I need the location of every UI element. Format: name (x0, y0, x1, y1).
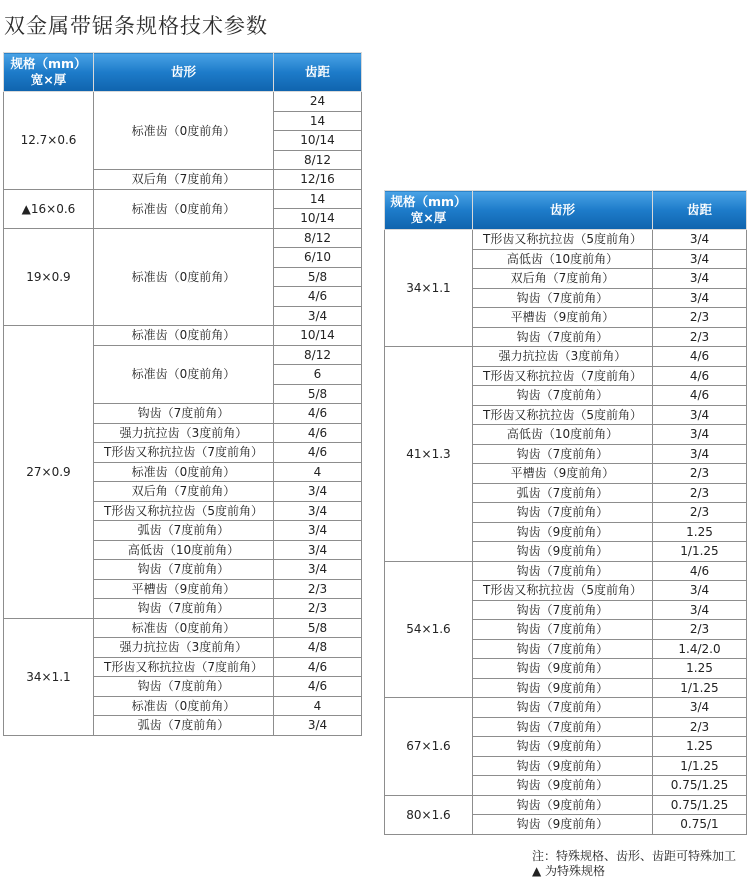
pitch-cell: 4/6 (274, 287, 362, 307)
tooth-form-cell: 标准齿（0度前角） (94, 189, 274, 228)
spec-cell: 19×0.9 (4, 228, 94, 326)
pitch-cell: 4/6 (653, 386, 747, 406)
table-row (4, 228, 362, 248)
pitch-cell: 8/12 (274, 150, 362, 170)
header-spec (4, 53, 94, 92)
tooth-form-cell: 钩齿（7度前角） (473, 639, 653, 659)
pitch-cell: 3/4 (653, 444, 747, 464)
table-row (385, 698, 747, 718)
tooth-form-cell: 钩齿（7度前角） (473, 561, 653, 581)
pitch-cell: 3/4 (653, 581, 747, 601)
tooth-form-cell: 钩齿（7度前角） (473, 698, 653, 718)
pitch-cell: 4/8 (274, 638, 362, 658)
tooth-form-cell: 钩齿（7度前角） (94, 599, 274, 619)
pitch-cell: 4/6 (274, 423, 362, 443)
tooth-form-cell: 标准齿（0度前角） (94, 228, 274, 326)
tooth-form-cell: 钩齿（7度前角） (473, 444, 653, 464)
footer-notes (532, 849, 736, 879)
pitch-cell: 6/10 (274, 248, 362, 268)
spec-cell: 12.7×0.6 (4, 92, 94, 190)
tooth-form-cell: 钩齿（7度前角） (473, 717, 653, 737)
tooth-form-cell: 钩齿（7度前角） (473, 327, 653, 347)
pitch-cell: 2/3 (274, 599, 362, 619)
pitch-cell: 1/1.25 (653, 542, 747, 562)
pitch-cell: 4/6 (274, 677, 362, 697)
pitch-cell: 10/14 (274, 209, 362, 229)
tooth-form-cell: 钩齿（9度前角） (473, 737, 653, 757)
tooth-form-cell: 钩齿（9度前角） (473, 522, 653, 542)
tooth-form-cell: T形齿又称抗拉齿（7度前角） (94, 443, 274, 463)
tooth-form-cell: 弧齿（7度前角） (94, 716, 274, 736)
pitch-cell: 1.25 (653, 737, 747, 757)
pitch-cell: 0.75/1.25 (653, 795, 747, 815)
pitch-cell: 2/3 (653, 327, 747, 347)
pitch-cell: 3/4 (274, 560, 362, 580)
pitch-cell: 4/6 (653, 366, 747, 386)
tooth-form-cell: 钩齿（7度前角） (94, 560, 274, 580)
tooth-form-cell: 强力抗拉齿（3度前角） (94, 423, 274, 443)
spec-cell: 67×1.6 (385, 698, 473, 796)
pitch-cell: 2/3 (653, 503, 747, 523)
pitch-cell: 10/14 (274, 131, 362, 151)
pitch-cell: 4 (274, 462, 362, 482)
tooth-form-cell: 钩齿（9度前角） (473, 678, 653, 698)
pitch-cell: 3/4 (274, 306, 362, 326)
tooth-form-cell: T形齿又称抗拉齿（5度前角） (473, 230, 653, 250)
table-row (385, 795, 747, 815)
pitch-cell: 10/14 (274, 326, 362, 346)
spec-table-left (3, 52, 362, 736)
tooth-form-cell: 高低齿（10度前角） (94, 540, 274, 560)
pitch-cell: 2/3 (653, 464, 747, 484)
pitch-cell: 3/4 (274, 521, 362, 541)
pitch-cell: 1.4/2.0 (653, 639, 747, 659)
pitch-cell: 2/3 (653, 308, 747, 328)
pitch-cell: 3/4 (274, 482, 362, 502)
tooth-form-cell: 标准齿（0度前角） (94, 345, 274, 404)
pitch-cell: 4/6 (653, 561, 747, 581)
pitch-cell: 3/4 (653, 230, 747, 250)
tooth-form-cell: T形齿又称抗拉齿（7度前角） (473, 366, 653, 386)
spec-cell: 27×0.9 (4, 326, 94, 619)
spec-cell: ▲16×0.6 (4, 189, 94, 228)
tooth-form-cell: 钩齿（7度前角） (473, 503, 653, 523)
tooth-form-cell: 钩齿（7度前角） (473, 288, 653, 308)
pitch-cell: 3/4 (274, 540, 362, 560)
tooth-form-cell: 平槽齿（9度前角） (473, 308, 653, 328)
tooth-form-cell: 标准齿（0度前角） (94, 462, 274, 482)
tooth-form-cell: 高低齿（10度前角） (473, 425, 653, 445)
pitch-cell: 0.75/1.25 (653, 776, 747, 796)
pitch-cell: 4 (274, 696, 362, 716)
table-row (385, 561, 747, 581)
note-line-2: ▲ 为特殊规格 (531, 864, 606, 878)
pitch-cell: 5/8 (274, 618, 362, 638)
pitch-cell: 12/16 (274, 170, 362, 190)
header-spec-line1: 规格（mm） (390, 194, 467, 209)
tooth-form-cell: 钩齿（7度前角） (94, 404, 274, 424)
tooth-form-cell: 钩齿（9度前角） (473, 795, 653, 815)
tooth-form-cell: 钩齿（9度前角） (473, 756, 653, 776)
tooth-form-cell: 标准齿（0度前角） (94, 92, 274, 170)
note-line-1: 注：特殊规格、齿形、齿距可特殊加工 (531, 849, 736, 863)
header-spec (385, 191, 473, 230)
pitch-cell: 2/3 (653, 483, 747, 503)
tooth-form-cell: 标准齿（0度前角） (94, 618, 274, 638)
tooth-form-cell: 钩齿（9度前角） (473, 542, 653, 562)
table-header-row (385, 191, 747, 230)
pitch-cell: 1/1.25 (653, 678, 747, 698)
page-title: 双金属带锯条规格技术参数 (4, 14, 268, 38)
pitch-cell: 3/4 (653, 425, 747, 445)
header-tooth: 齿形 (473, 191, 653, 230)
spec-cell: 41×1.3 (385, 347, 473, 562)
table-row (385, 230, 747, 250)
pitch-cell: 4/6 (274, 443, 362, 463)
tooth-form-cell: 双后角（7度前角） (473, 269, 653, 289)
table-row (4, 326, 362, 346)
pitch-cell: 4/6 (274, 657, 362, 677)
pitch-cell: 3/4 (653, 249, 747, 269)
pitch-cell: 1.25 (653, 522, 747, 542)
pitch-cell: 4/6 (274, 404, 362, 424)
tooth-form-cell: 高低齿（10度前角） (473, 249, 653, 269)
tooth-form-cell: T形齿又称抗拉齿（5度前角） (473, 581, 653, 601)
tooth-form-cell: 强力抗拉齿（3度前角） (473, 347, 653, 367)
pitch-cell: 3/4 (653, 269, 747, 289)
pitch-cell: 2/3 (653, 717, 747, 737)
tooth-form-cell: T形齿又称抗拉齿（5度前角） (473, 405, 653, 425)
tooth-form-cell: 钩齿（9度前角） (473, 659, 653, 679)
pitch-cell: 2/3 (653, 620, 747, 640)
spec-cell: 80×1.6 (385, 795, 473, 834)
tooth-form-cell: 钩齿（9度前角） (473, 776, 653, 796)
tooth-form-cell: 平槽齿（9度前角） (94, 579, 274, 599)
pitch-cell: 3/4 (653, 405, 747, 425)
pitch-cell: 1/1.25 (653, 756, 747, 776)
pitch-cell: 14 (274, 189, 362, 209)
table-row (385, 347, 747, 367)
tooth-form-cell: T形齿又称抗拉齿（7度前角） (94, 657, 274, 677)
spec-table-right (384, 190, 747, 835)
table-row (4, 189, 362, 209)
tooth-form-cell: 弧齿（7度前角） (94, 521, 274, 541)
pitch-cell: 8/12 (274, 228, 362, 248)
tooth-form-cell: 平槽齿（9度前角） (473, 464, 653, 484)
header-tooth: 齿形 (94, 53, 274, 92)
header-pitch: 齿距 (653, 191, 747, 230)
pitch-cell: 6 (274, 365, 362, 385)
spec-cell: 34×1.1 (4, 618, 94, 735)
pitch-cell: 5/8 (274, 384, 362, 404)
spec-cell: 34×1.1 (385, 230, 473, 347)
pitch-cell: 3/4 (653, 600, 747, 620)
pitch-cell: 24 (274, 92, 362, 112)
tooth-form-cell: 钩齿（7度前角） (94, 677, 274, 697)
pitch-cell: 3/4 (653, 698, 747, 718)
table-header-row (4, 53, 362, 92)
pitch-cell: 8/12 (274, 345, 362, 365)
tooth-form-cell: 钩齿（7度前角） (473, 600, 653, 620)
header-spec-line2: 宽×厚 (410, 210, 447, 225)
header-pitch: 齿距 (274, 53, 362, 92)
pitch-cell: 3/4 (274, 501, 362, 521)
pitch-cell: 14 (274, 111, 362, 131)
tooth-form-cell: 双后角（7度前角） (94, 482, 274, 502)
pitch-cell: 5/8 (274, 267, 362, 287)
pitch-cell: 0.75/1 (653, 815, 747, 835)
tooth-form-cell: 钩齿（7度前角） (473, 620, 653, 640)
tooth-form-cell: 钩齿（9度前角） (473, 815, 653, 835)
tooth-form-cell: 钩齿（7度前角） (473, 386, 653, 406)
pitch-cell: 1.25 (653, 659, 747, 679)
pitch-cell: 2/3 (274, 579, 362, 599)
table-row (4, 92, 362, 112)
tooth-form-cell: 标准齿（0度前角） (94, 696, 274, 716)
pitch-cell: 3/4 (274, 716, 362, 736)
tooth-form-cell: 双后角（7度前角） (94, 170, 274, 190)
pitch-cell: 3/4 (653, 288, 747, 308)
tooth-form-cell: 标准齿（0度前角） (94, 326, 274, 346)
spec-cell: 54×1.6 (385, 561, 473, 698)
tooth-form-cell: 强力抗拉齿（3度前角） (94, 638, 274, 658)
header-spec-line2: 宽×厚 (30, 72, 67, 87)
header-spec-line1: 规格（mm） (10, 56, 87, 71)
table-row (4, 618, 362, 638)
pitch-cell: 4/6 (653, 347, 747, 367)
tooth-form-cell: 弧齿（7度前角） (473, 483, 653, 503)
tooth-form-cell: T形齿又称抗拉齿（5度前角） (94, 501, 274, 521)
